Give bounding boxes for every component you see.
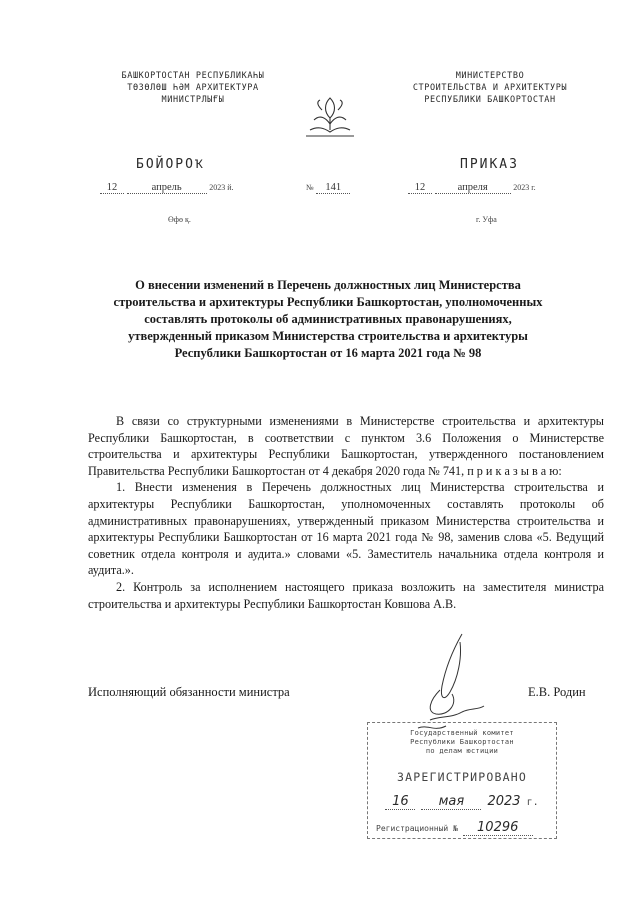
title-line-5: Республики Башкортостан от 16 марта 2021 года № 98 bbox=[174, 346, 482, 360]
stamp-org-line2: Республики Башкортостан bbox=[410, 738, 514, 746]
title-line-2: строительства и архитектуры Республики Башкортостан, уполномоченных bbox=[113, 295, 543, 309]
emblem-icon bbox=[300, 90, 360, 142]
stamp-year: 2023 bbox=[487, 794, 521, 809]
signatory-name: Е.В. Родин bbox=[528, 685, 586, 699]
title-line-4: утвержденный приказом Министерства строительства и архитектуры bbox=[128, 329, 528, 343]
body-paragraph-1: В связи со структурными изменениями в Министерстве строительства и архитектуры Республики Башкортостан, в соответствии с пунктом 3.6 Положения о Министерстве строительства и архитектуры Республики Башкортостан, утвержденного постановлением Правительства Республики Башкортостан от 4 декабря 2020 года № 741, п р и к а з ы в а ю: bbox=[88, 414, 604, 478]
header-left bbox=[78, 70, 308, 106]
stamp-registration-number bbox=[368, 820, 556, 836]
registration-stamp bbox=[367, 722, 557, 839]
stamp-reg-label: Регистрационный № bbox=[376, 824, 458, 833]
header-left-line1: БАШКОРТОСТАН РЕСПУБЛИКАҺЫ bbox=[121, 71, 265, 81]
header-right-line1: МИНИСТЕРСТВО bbox=[455, 71, 525, 81]
header-right bbox=[385, 70, 595, 106]
body-paragraph-3: 2. Контроль за исполнением настоящего приказа возложить на заместителя министра строительства и архитектуры Республики Башкортостан Ковшова А.В. bbox=[88, 579, 604, 611]
stamp-date bbox=[368, 794, 556, 810]
title-line-3: составлять протоколы об административных правонарушениях, bbox=[144, 312, 512, 326]
number-label: № bbox=[306, 183, 314, 192]
doc-kind-russian: ПРИКАЗ bbox=[460, 157, 519, 172]
stamp-org-line3: по делам юстиции bbox=[425, 747, 499, 755]
body-paragraph-2: 1. Внести изменения в Перечень должностных лиц Министерства строительства и архитектуры Республики Башкортостан, уполномоченных составлять протоколы об административных правонарушениях, утвержденный приказом Министерства строительства и архитектуры Республики Башкортостан от 16 марта 2021 года № 98, заменив слова «5. Ведущий советник отдела контроля и аудита.» словами «5. Заместитель начальника отдела контроля и аудита.». bbox=[88, 480, 604, 578]
date-left-year: 2023 й. bbox=[209, 183, 234, 192]
place-bashkir: Өфө қ. bbox=[168, 215, 191, 224]
date-left-month: апрель bbox=[127, 182, 207, 194]
number-value: 141 bbox=[316, 182, 350, 194]
stamp-org-line1: Государственный комитет bbox=[410, 729, 514, 737]
date-left-day: 12 bbox=[100, 182, 124, 194]
document-body bbox=[88, 413, 604, 612]
date-right bbox=[408, 182, 536, 194]
signatory-position: Исполняющий обязанности министра bbox=[88, 685, 290, 699]
stamp-reg-number: 10296 bbox=[463, 820, 533, 836]
doc-number bbox=[306, 182, 350, 194]
stamp-year-suffix: г. bbox=[526, 797, 539, 808]
header-right-line2: СТРОИТЕЛЬСТВА И АРХИТЕКТУРЫ bbox=[412, 83, 568, 93]
header-right-line3: РЕСПУБЛИКИ БАШКОРТОСТАН bbox=[424, 95, 556, 105]
date-right-day: 12 bbox=[408, 182, 432, 194]
stamp-day: 16 bbox=[385, 794, 415, 810]
document-title bbox=[88, 277, 568, 362]
date-right-year: 2023 г. bbox=[513, 183, 536, 192]
title-line-1: О внесении изменений в Перечень должностных лиц Министерства bbox=[135, 278, 521, 292]
doc-kind-bashkir: БОЙОРОҠ bbox=[136, 157, 205, 172]
stamp-registered: ЗАРЕГИСТРИРОВАНО bbox=[397, 770, 527, 784]
date-left bbox=[100, 182, 234, 194]
stamp-month: мая bbox=[421, 794, 481, 810]
header-left-line2: ТӨЗӨЛӨШ ҺӘМ АРХИТЕКТУРА bbox=[127, 83, 259, 93]
date-right-month: апреля bbox=[435, 182, 511, 194]
place-russian: г. Уфа bbox=[476, 215, 497, 224]
header-left-line3: МИНИСТРЛЫҒЫ bbox=[161, 95, 225, 105]
